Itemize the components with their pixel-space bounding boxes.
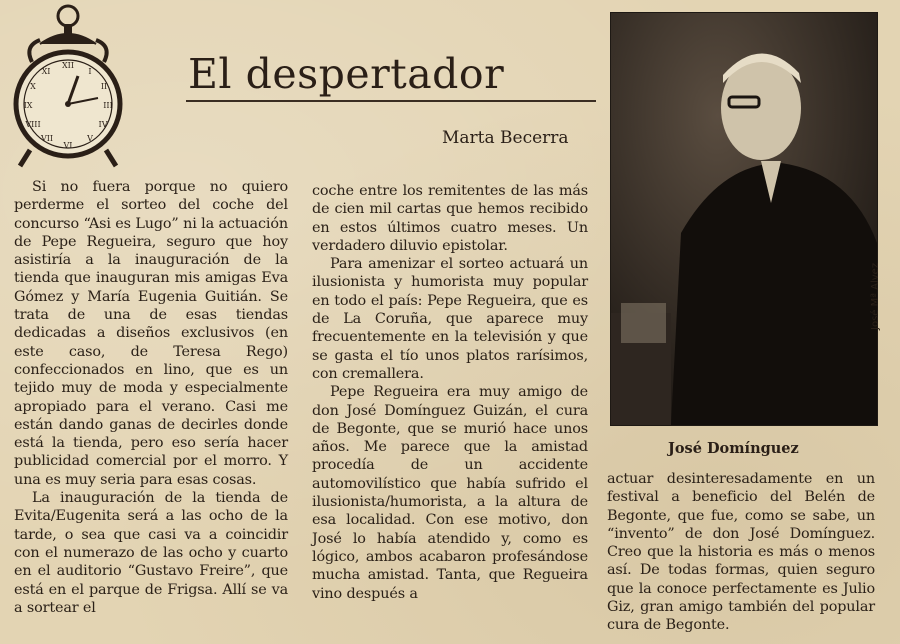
paragraph: Pepe Regueira era muy amigo de don José Domínguez Guizán, el cura de Begonte, que se murió hace unos años. Me parece que la amistad procedía de un accidente automovilístico que había sufrido el ilusionista/humorista, a la altura de esa localidad. Con ese motivo, don José lo había atendido y, como es lógico, ambos acabaron profesándose mucha amistad. Tanta, que Regueira vino después a <box>312 384 588 602</box>
svg-text:IX: IX <box>23 101 33 110</box>
paragraph: La inauguración de la tienda de Evita/Eugenita será a las ocho de la tarde, o sea que casi va a coincidir con el numerazo de las ocho y cuarto en el auditorio “Gustavo Freire”, que está en el parque de Frigsa. Allí se va a sortear el <box>14 490 288 616</box>
portrait-image <box>611 13 877 425</box>
paragraph: Para amenizar el sorteo actuará un ilusionista y humorista muy popular en todo el país: Pepe Regueira, que es de La Coruña, que aparece muy frecuentemente en la televisión y que se gasta el tío unos platos rarísimos, con cremallera. <box>312 256 588 382</box>
svg-text:III: III <box>103 101 113 110</box>
svg-text:I: I <box>88 67 92 76</box>
column-2 <box>312 182 588 603</box>
column-3 <box>607 470 875 635</box>
paragraph: coche entre los remitentes de las más de cien mil cartas que hemos recibido en estos últimos cuatro meses. Un verdadero diluvio epistolar. <box>312 183 588 254</box>
svg-text:VII: VII <box>40 134 54 143</box>
article-title: El despertador <box>188 50 505 98</box>
title-rule <box>186 100 596 102</box>
portrait-photo <box>610 12 878 426</box>
column-1 <box>14 178 288 617</box>
paragraph: Si no fuera porque no quiero perderme el sorteo del coche del concurso “Asi es Lugo” ni la actuación de Pepe Regueira, seguro que hoy asistiría a la inauguración de la tienda que inauguran mis amigas Eva Gómez y María Eugenia Guitián. Se trata de una de esas tiendas dedicadas a diseños exclusivos (en este caso, de Teresa Rego) confeccionados en lino, que es un tejido muy de moda y especialmente apropiado para el verano. Casi me están dando ganas de decirles donde está la tienda, pero eso sería hacer publicidad comercial por el morro. Y una es muy seria para esas cosas. <box>14 179 288 488</box>
photo-credit: José Mª Alvez <box>870 262 881 330</box>
svg-text:IV: IV <box>98 120 108 129</box>
svg-text:VI: VI <box>63 141 73 150</box>
alarm-clock-icon <box>10 2 135 172</box>
svg-text:V: V <box>87 134 93 143</box>
svg-text:X: X <box>30 82 36 91</box>
paragraph: actuar desinteresadamente en un festival a beneficio del Belén de Begonte, que fue, como se sabe, un “invento” de don José Domínguez. Creo que la historia es más o menos así. De todas formas, quien seguro que la conoce perfectamente es Julio Giz, gran amigo también del popular cura de Begonte. <box>607 471 875 634</box>
photo-caption: José Domínguez <box>668 440 799 457</box>
svg-text:VIII: VIII <box>25 120 41 129</box>
svg-text:II: II <box>100 82 108 91</box>
svg-text:XI: XI <box>41 67 51 76</box>
svg-text:XII: XII <box>61 61 75 70</box>
article-author: Marta Becerra <box>442 128 569 148</box>
